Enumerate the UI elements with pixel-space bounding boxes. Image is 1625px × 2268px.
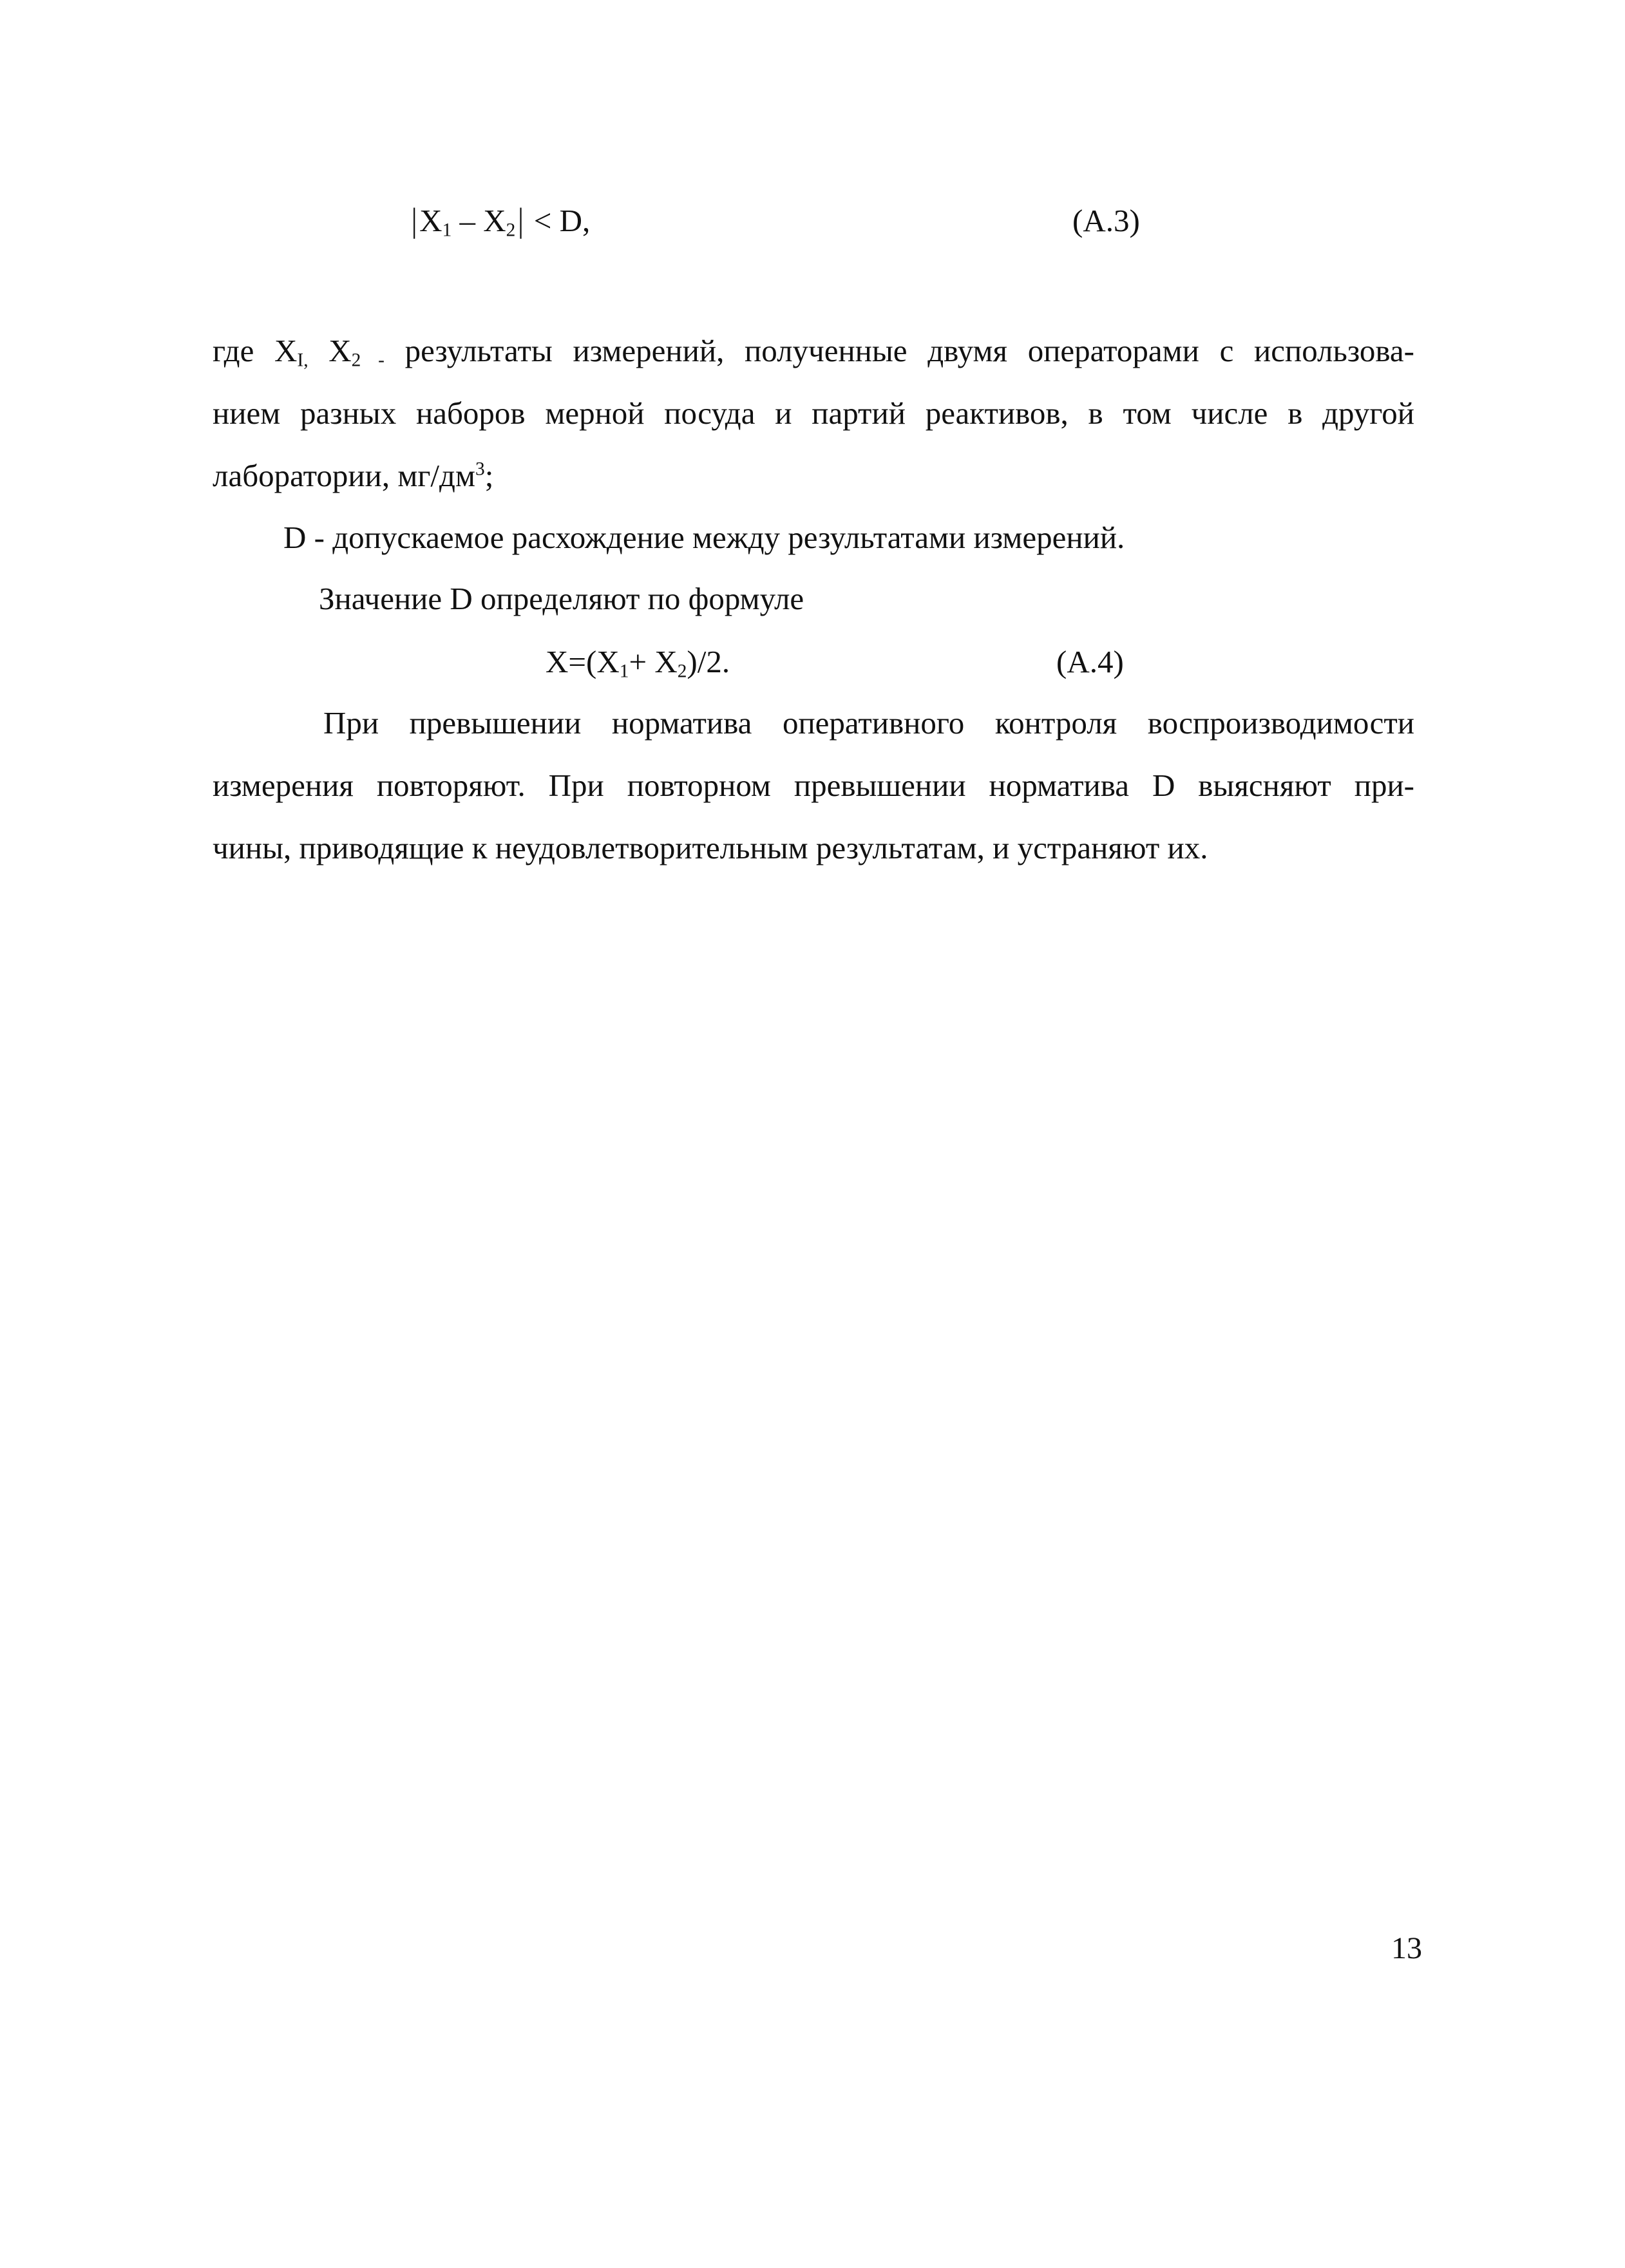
final-line-1: При превышении норматива оперативного контроля воспроизводимости	[323, 705, 1414, 741]
where-line-1	[213, 333, 1414, 371]
formula-minus: –	[451, 203, 484, 238]
abs-bar-left: |	[409, 203, 420, 239]
formula-a4-prefix: X=(X	[546, 644, 620, 679]
where-x1-subscript: I,	[297, 350, 309, 371]
where-line-2: нием разных наборов мерной посуда и партий реактивов, в том числе в другой	[213, 395, 1414, 431]
where-line-1-rest: результаты измерений, полученные двумя операторами с использова-	[384, 333, 1414, 368]
formula-a4-number: (А.4)	[1056, 644, 1124, 679]
formula-a3	[409, 203, 591, 241]
formula-x1-subscript: 1	[442, 220, 452, 241]
formula-a3-number: (А.3)	[1072, 203, 1140, 238]
final-line-3: чины, приводящие к неудовлетворительным результатам, и устраняют их.	[213, 830, 1208, 865]
unit-superscript: 3	[475, 458, 485, 480]
formula-a4-mid: + X	[629, 644, 678, 679]
page-number: 13	[1391, 1931, 1422, 1965]
where-x2-subscript: 2 -	[351, 350, 385, 371]
formula-x2: X	[483, 203, 506, 238]
where-line-5: Значение D определяют по формуле	[319, 581, 804, 616]
where-line-3	[213, 460, 1414, 491]
formula-a4-subscript-2: 2	[677, 661, 687, 682]
where-x2: X	[308, 333, 352, 368]
formula-a3-rest: < D,	[526, 203, 591, 238]
where-line-4: D - допускаемое расхождение между результатами измерений.	[283, 520, 1125, 555]
final-line-2: измерения повторяют. При повторном превышении норматива D выясняют при-	[213, 768, 1414, 803]
formula-a4-suffix: )/2.	[687, 644, 730, 679]
abs-bar-right: |	[515, 203, 526, 239]
formula-x2-subscript: 2	[506, 220, 516, 241]
where-prefix: где X	[213, 333, 298, 368]
where-line-3-text: лаборатории, мг/дм	[213, 458, 475, 493]
formula-a4	[546, 644, 730, 682]
formula-a4-subscript-1: 1	[619, 661, 629, 682]
where-line-3-end: ;	[484, 458, 494, 493]
formula-x1: X	[419, 203, 442, 238]
